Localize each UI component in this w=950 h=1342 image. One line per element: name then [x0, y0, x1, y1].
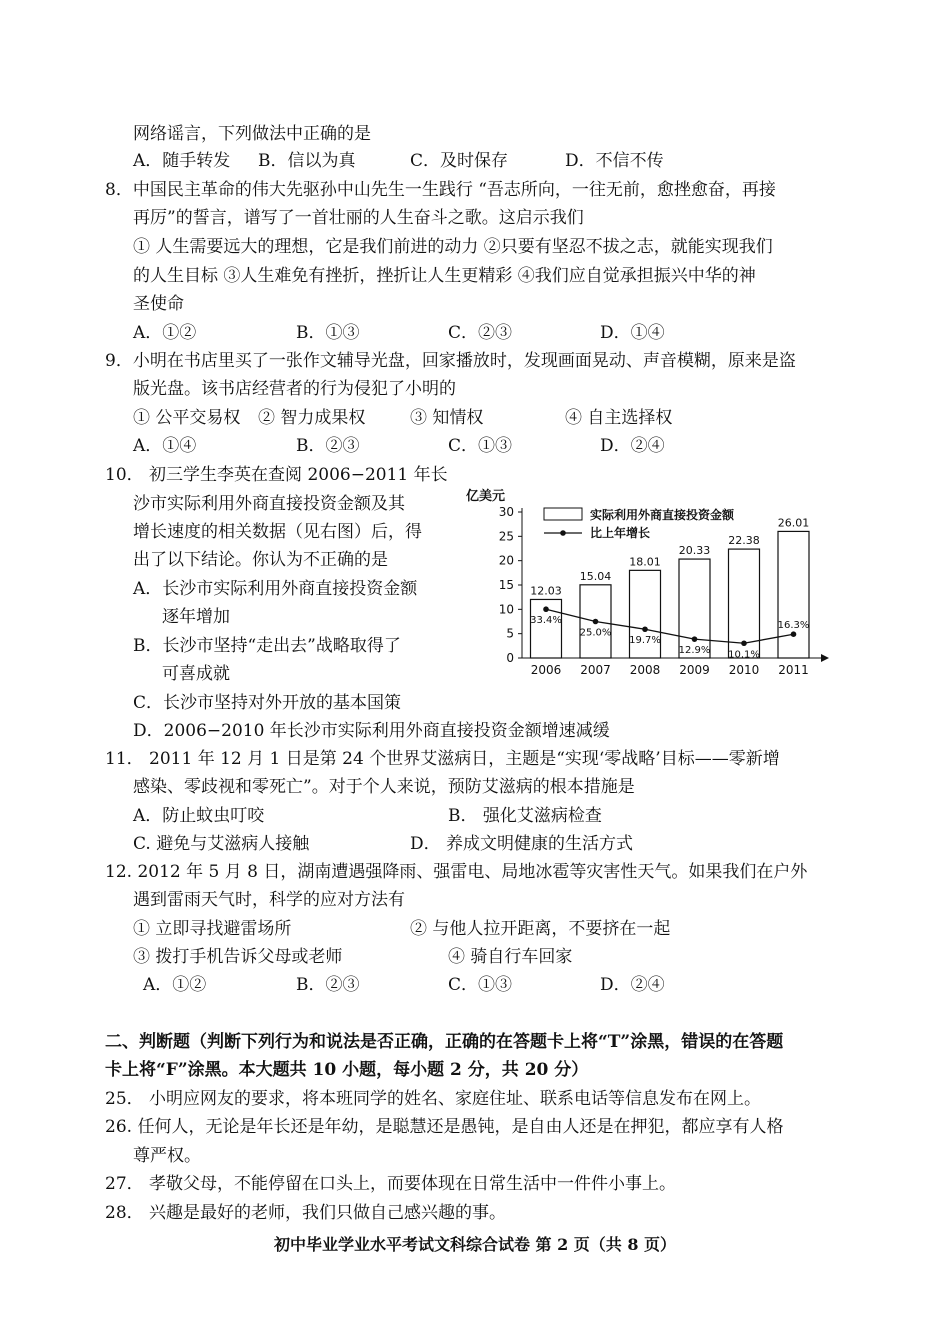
q12-item-2: ② 与他人拉开距离，不要挤在一起 — [410, 919, 671, 939]
y-tick-label: 20 — [498, 553, 514, 568]
q10-option-a-cont: 逐年增加 — [162, 607, 230, 627]
q11-stem-line1: 11． 2011 年 12 月 1 日是第 24 个世界艾滋病日，主题是“实现‘零战略’目标——零新增 — [105, 749, 780, 769]
x-tick-label: 2007 — [580, 663, 611, 677]
q11-option-b: B． 强化艾滋病检查 — [448, 806, 602, 826]
section2-heading-line2: 卡上将“F”涂黑。本大题共 10 小题，每小题 2 分，共 20 分） — [105, 1060, 589, 1080]
q10-stem-line1: 10． 初三学生李英在查阅 2006−2011 年长 — [105, 465, 448, 485]
q9-item-2: ② 智力成果权 — [258, 408, 366, 428]
section2-heading-line1: 二、判断题（判断下列行为和说法是否正确，正确的在答题卡上将“T”涂黑，错误的在答题 — [105, 1032, 784, 1052]
y-tick-label: 0 — [506, 651, 514, 665]
q12-item-1: ① 立即寻找避雷场所 — [133, 919, 292, 939]
growth-label: 25.0% — [579, 627, 612, 639]
y-tick-label: 30 — [498, 505, 514, 519]
q10-stem-line2: 沙市实际利用外商直接投资金额及其 — [133, 494, 405, 514]
legend-bar-label: 实际利用外商直接投资金额 — [590, 508, 735, 522]
q12-item-4: ④ 骑自行车回家 — [448, 947, 573, 967]
q12-option-b: B．②③ — [296, 975, 360, 995]
q7-option-b: B．信以为真 — [258, 151, 356, 171]
q9-option-d: D．②④ — [600, 436, 665, 456]
y-tick-label: 25 — [498, 529, 514, 544]
q8-option-d: D．①④ — [600, 323, 665, 343]
q10-option-a: A．长沙市实际利用外商直接投资金额 — [133, 579, 418, 599]
bar-value-label: 12.03 — [530, 584, 562, 598]
x-axis-arrow — [821, 654, 829, 662]
q9-stem-line2: 版光盘。该书店经营者的行为侵犯了小明的 — [133, 379, 456, 399]
legend-line-label: 比上年增长 — [590, 526, 651, 540]
q10-stem-line4: 出了以下结论。你认为不正确的是 — [133, 550, 388, 570]
q11-stem-line2: 感染、零歧视和零死亡”。对于个人来说，预防艾滋病的根本措施是 — [133, 777, 635, 797]
q10-option-d: D．2006−2010 年长沙市实际利用外商直接投资金额增速减缓 — [133, 721, 610, 741]
q7-stem: 网络谣言，下列做法中正确的是 — [133, 124, 371, 144]
q9-item-1: ① 公平交易权 — [133, 408, 241, 428]
growth-point — [642, 626, 648, 632]
q10-option-b-cont: 可喜成就 — [162, 664, 230, 684]
q26-line1: 26. 任何人，无论是年长还是年幼，是聪慧还是愚钝，是自由人还是在押犯，都应享有人格 — [105, 1117, 784, 1137]
investment-chart — [460, 480, 840, 680]
q8-option-c: C．②③ — [448, 323, 513, 343]
growth-point — [692, 636, 698, 642]
legend-bar-swatch — [544, 508, 582, 520]
bar-value-label: 15.04 — [579, 569, 612, 583]
bar-value-label: 20.33 — [678, 544, 711, 558]
q26-line2: 尊严权。 — [133, 1146, 201, 1166]
growth-label: 12.9% — [678, 645, 711, 657]
q8-stem-line1: 8．中国民主革命的伟大先驱孙中山先生一生践行 “吾志所向，一往无前，愈挫愈奋，再接 — [105, 180, 776, 200]
q8-stem-line3: ① 人生需要远大的理想，它是我们前进的动力 ②只要有坚忍不拔之志，就能实现我们 — [133, 237, 773, 257]
y-tick-label: 15 — [498, 578, 514, 592]
q8-stem-line5: 圣使命 — [133, 294, 184, 314]
q11-option-d: D． 养成文明健康的生活方式 — [410, 834, 634, 854]
q7-option-c: C．及时保存 — [410, 151, 509, 171]
growth-label: 33.4% — [530, 615, 562, 627]
q25: 25． 小明应网友的要求，将本班同学的姓名、家庭住址、联系电话等信息发布在网上。 — [105, 1089, 762, 1109]
q12-stem-line1: 12. 2012 年 5 月 8 日，湖南遭遇强降雨、强雷电、局地冰雹等灾害性天气。如果我们在户外 — [105, 862, 808, 882]
q11-option-c: C. 避免与艾滋病人接触 — [133, 834, 310, 854]
legend-line-marker — [560, 530, 566, 536]
page-footer: 初中毕业学业水平考试文科综合试卷 第 2 页（共 8 页） — [273, 1235, 677, 1254]
q12-stem-line2: 遇到雷雨天气时，科学的应对方法有 — [133, 890, 405, 910]
y-axis-label: 亿美元 — [466, 489, 506, 504]
q11-option-a: A．防止蚊虫叮咬 — [133, 806, 265, 826]
q9-option-a: A．①④ — [133, 436, 197, 456]
q10-option-c: C．长沙市坚持对外开放的基本国策 — [133, 693, 402, 713]
growth-label: 10.1% — [728, 649, 760, 661]
q10-stem-line3: 增长速度的相关数据（见右图）后，得 — [133, 522, 422, 542]
q12-option-d: D．②④ — [600, 975, 665, 995]
growth-point — [791, 631, 797, 637]
q28: 28． 兴趣是最好的老师，我们只做自己感兴趣的事。 — [105, 1203, 507, 1223]
q9-item-4: ④ 自主选择权 — [565, 408, 673, 428]
bar — [679, 559, 710, 658]
q7-option-a: A．随手转发 — [133, 151, 231, 171]
y-tick-label: 5 — [506, 626, 514, 641]
q12-option-c: C．①③ — [448, 975, 513, 995]
growth-point — [741, 640, 747, 646]
x-tick-label: 2009 — [679, 663, 710, 677]
q12-item-3: ③ 拨打手机告诉父母或老师 — [133, 947, 343, 967]
q9-option-c: C．①③ — [448, 436, 513, 456]
x-tick-label: 2006 — [530, 663, 562, 677]
q8-stem-line4: 的人生目标 ③人生难免有挫折，挫折让人生更精彩 ④我们应自觉承担振兴中华的神 — [133, 266, 756, 286]
q9-item-3: ③ 知情权 — [410, 408, 484, 428]
q10-option-b: B．长沙市坚持“走出去”战略取得了 — [133, 636, 401, 656]
x-tick-label: 2011 — [778, 663, 809, 677]
q8-stem-line2: 再厉”的誓言，谱写了一首壮丽的人生奋斗之歌。这启示我们 — [133, 208, 584, 228]
q12-option-a: A．①② — [143, 975, 207, 995]
q8-option-a: A．①② — [133, 323, 197, 343]
q9-option-b: B．②③ — [296, 436, 360, 456]
bar-value-label: 22.38 — [728, 534, 760, 548]
bar — [778, 531, 809, 658]
q8-option-b: B．①③ — [296, 323, 360, 343]
q27: 27． 孝敬父母，不能停留在口头上，而要体现在日常生活中一件件小事上。 — [105, 1174, 677, 1194]
x-tick-label: 2008 — [629, 663, 661, 677]
x-tick-label: 2010 — [728, 663, 760, 677]
growth-point — [593, 619, 599, 625]
q9-stem-line1: 9．小明在书店里买了一张作文辅导光盘，回家播放时，发现画面晃动、声音模糊，原来是盗 — [105, 351, 796, 371]
y-tick-label: 10 — [498, 602, 514, 617]
growth-point — [543, 606, 549, 612]
q7-option-d: D．不信不传 — [565, 151, 664, 171]
bar-value-label: 18.01 — [629, 555, 661, 569]
bar-value-label: 26.01 — [777, 516, 810, 530]
growth-label: 16.3% — [777, 620, 810, 632]
growth-label: 19.7% — [629, 635, 661, 647]
